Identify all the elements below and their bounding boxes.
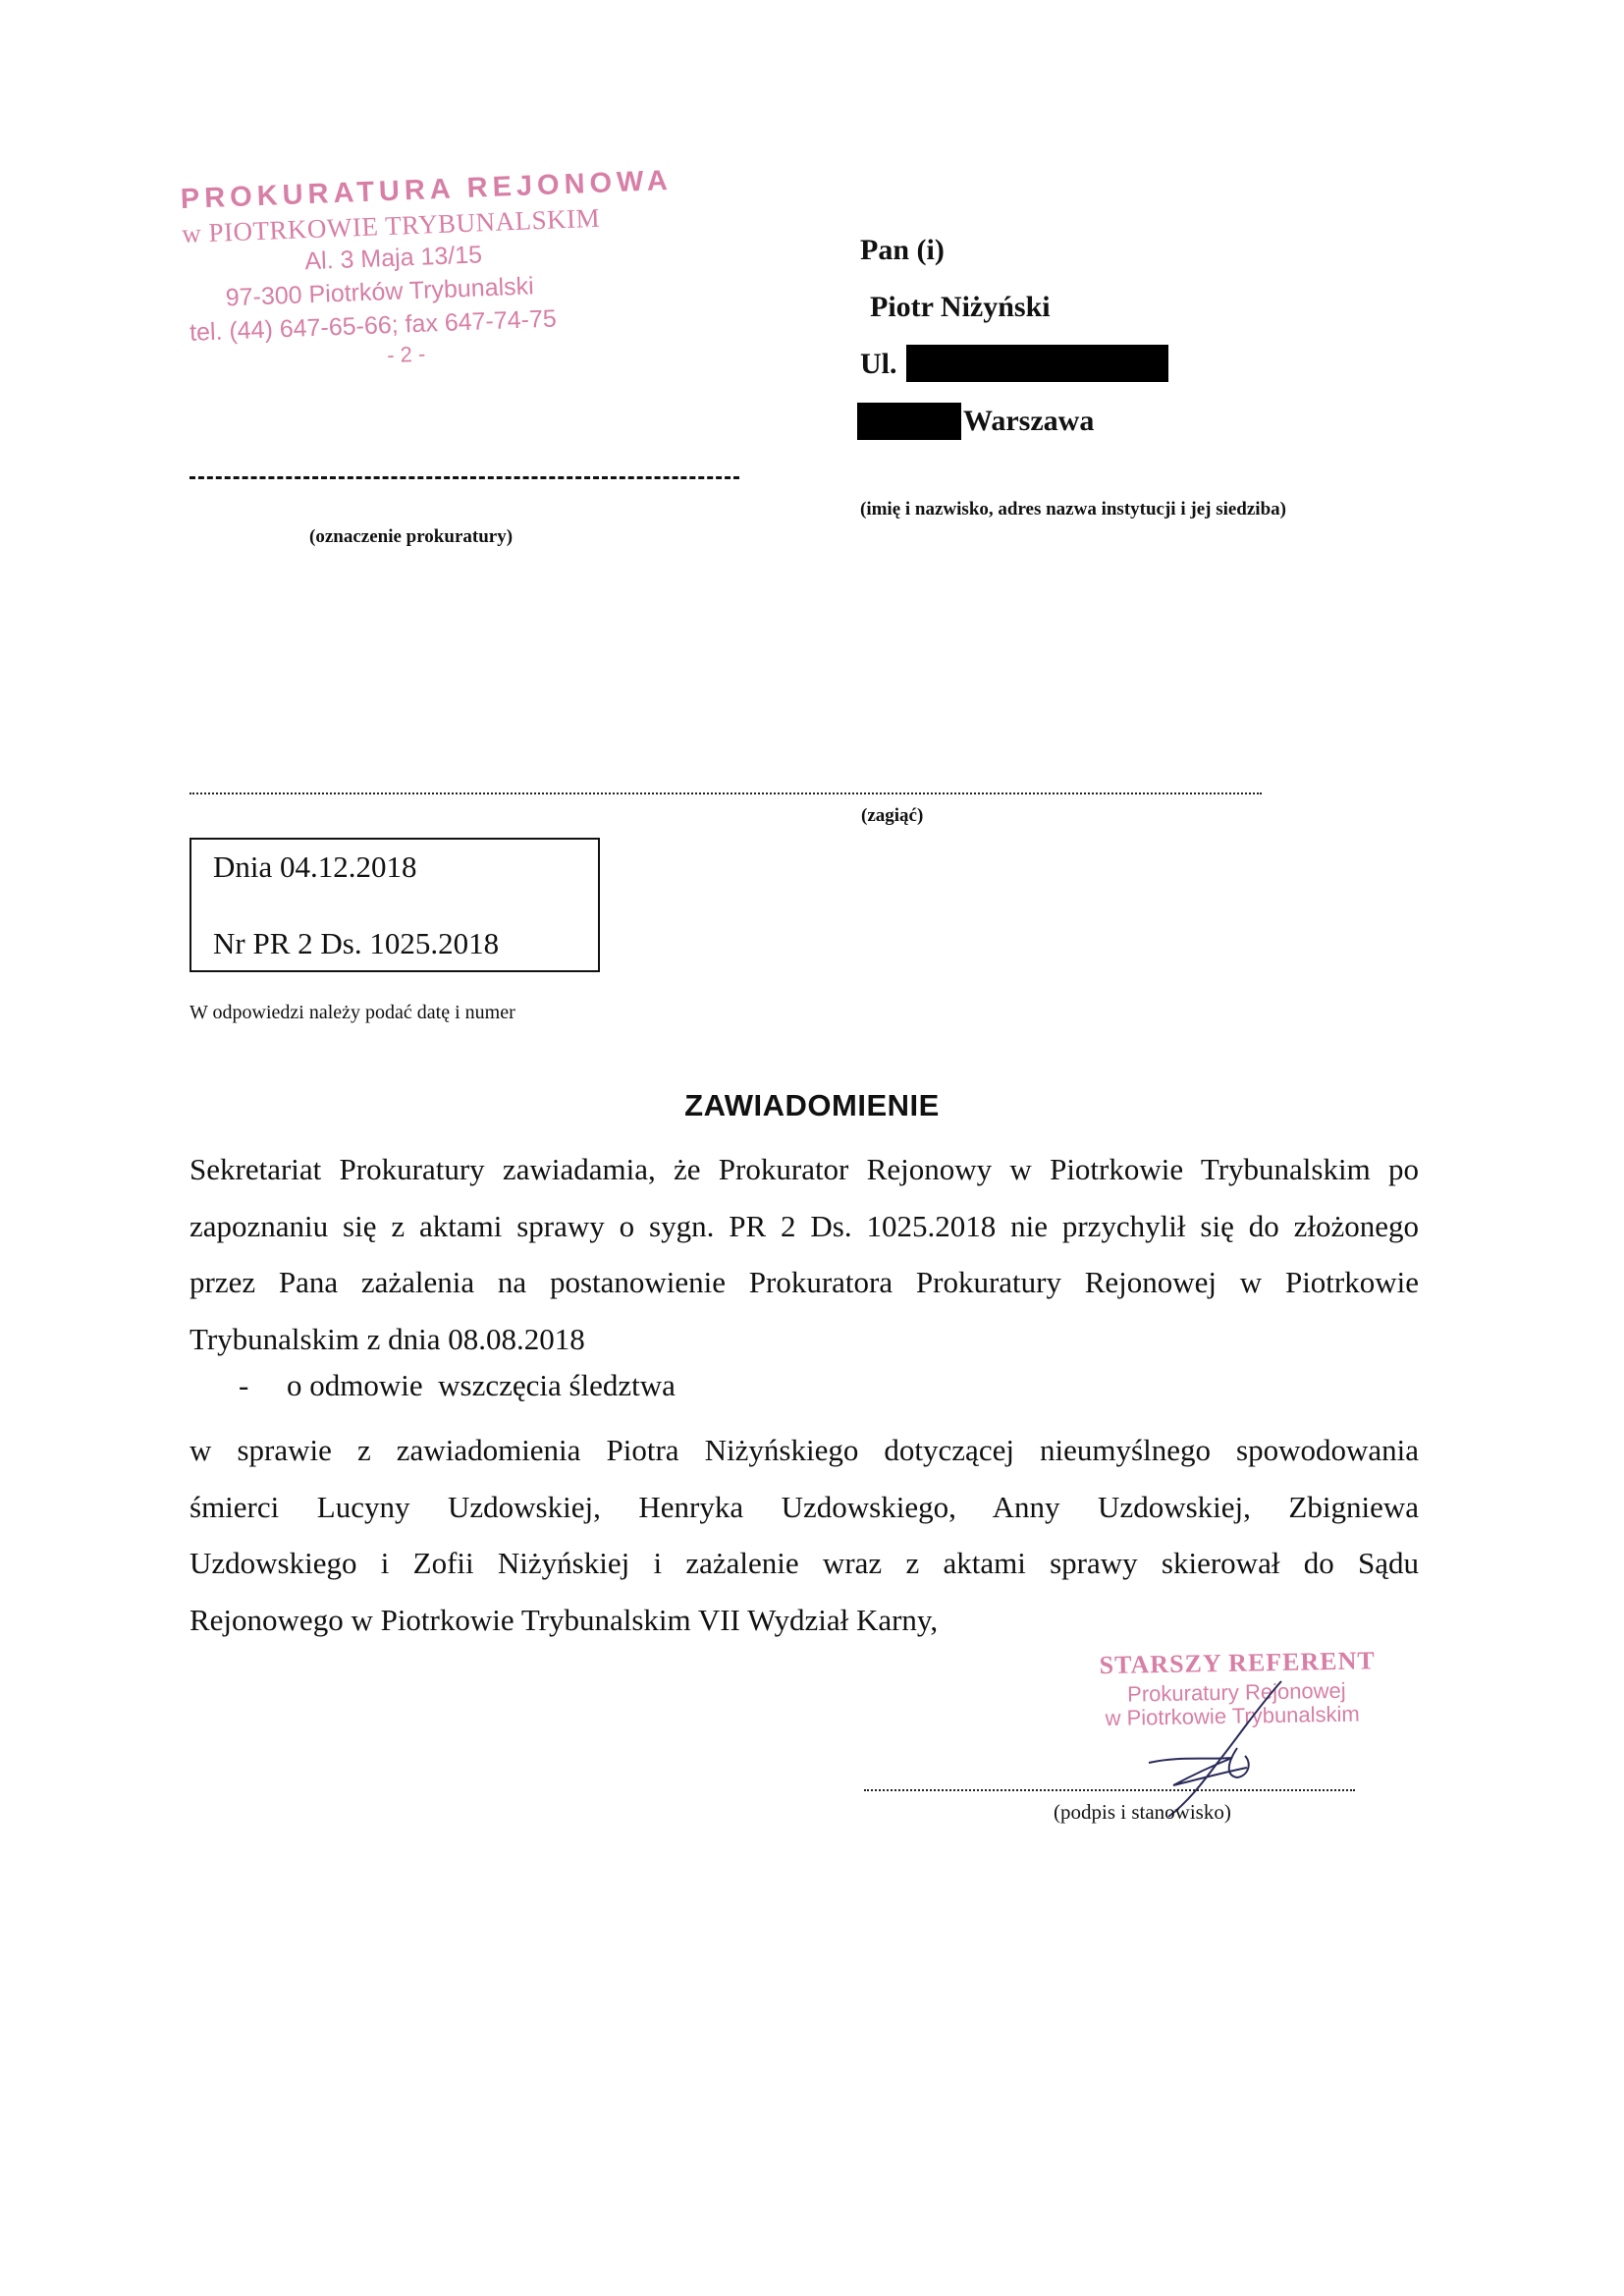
body-line: śmierci Lucyny Uzdowskiej, Henryka Uzdowskiego, Anny Uzdowskiej, Zbigniewa: [189, 1489, 1419, 1524]
signature-dotted-line: [864, 1789, 1355, 1791]
fold-caption: (zagiąć): [861, 805, 924, 826]
bullet-dash: -: [239, 1368, 249, 1402]
body-line: Rejonowego w Piotrkowie Trybunalskim VII Wydział Karny,: [189, 1602, 939, 1637]
reference-box: [189, 838, 600, 972]
recipient-name: Piotr Niżyński: [870, 291, 1051, 323]
body-line: zapoznaniu się z aktami sprawy o sygn. PR 2 Ds. 1025.2018 nie przychylił się do złożonego: [189, 1208, 1419, 1243]
body-line: w sprawie z zawiadomienia Piotra Niżyńskiego dotyczącej nieumyślnego spowodowania: [189, 1433, 1419, 1467]
recipient-street-label: Ul.: [860, 348, 897, 380]
body-line: przez Pana zażalenia na postanowienie Prokuratora Prokuratury Rejonowej w Piotrkowie: [189, 1265, 1419, 1299]
signature-stamp-office: Prokuratury Rejonowej: [1126, 1677, 1346, 1707]
body-line: Uzdowskiego i Zofii Niżyńskiej i zażalenie wraz z aktami sprawy skierował do Sądu: [189, 1546, 1419, 1580]
stamp-line-page: - 2 -: [386, 341, 426, 368]
stamp-line-phone: tel. (44) 647-65-66; fax 647-74-75: [189, 304, 558, 347]
reference-note: W odpowiedzi należy podać datę i numer: [189, 1002, 515, 1023]
stamp-line-city: w PIOTRKOWIE TRYBUNALSKIM: [181, 202, 601, 249]
stamp-line-office: PROKURATURA REJONOWA: [180, 164, 674, 216]
body-paragraph-1: [189, 1141, 1419, 1367]
sender-dashed-line: [189, 476, 739, 479]
document-title: ZAWIADOMIENIE: [684, 1088, 940, 1122]
signature-caption: (podpis i stanowisko): [1054, 1800, 1231, 1824]
body-line: Sekretariat Prokuratury zawiadamia, że Prokurator Rejonowy w Piotrkowie Trybunalskim po: [189, 1152, 1419, 1186]
stamp-line-street: Al. 3 Maja 13/15: [303, 241, 483, 276]
signature-stamp-title: STARSZY REFERENT: [1099, 1646, 1376, 1680]
fold-dotted-line: [189, 793, 1262, 794]
reference-number: Nr PR 2 Ds. 1025.2018: [213, 926, 500, 960]
recipient-city: Warszawa: [963, 405, 1095, 437]
redacted-postcode: [857, 403, 961, 440]
sender-caption: (oznaczenie prokuratury): [309, 526, 514, 547]
bullet-text: o odmowie wszczęcia śledztwa: [287, 1368, 676, 1402]
body-paragraph-2: [189, 1422, 1419, 1648]
recipient-salutation: Pan (i): [860, 234, 945, 266]
recipient-caption: (imię i nazwisko, adres nazwa instytucji i jej siedziba): [860, 499, 1286, 519]
stamp-line-postcode: 97-300 Piotrków Trybunalski: [225, 272, 535, 312]
redacted-street: [906, 345, 1168, 382]
body-line: Trybunalskim z dnia 08.08.2018: [189, 1321, 585, 1356]
reference-date: Dnia 04.12.2018: [213, 849, 417, 884]
signature-stamp-city: w Piotrkowie Trybunalskim: [1105, 1701, 1360, 1731]
